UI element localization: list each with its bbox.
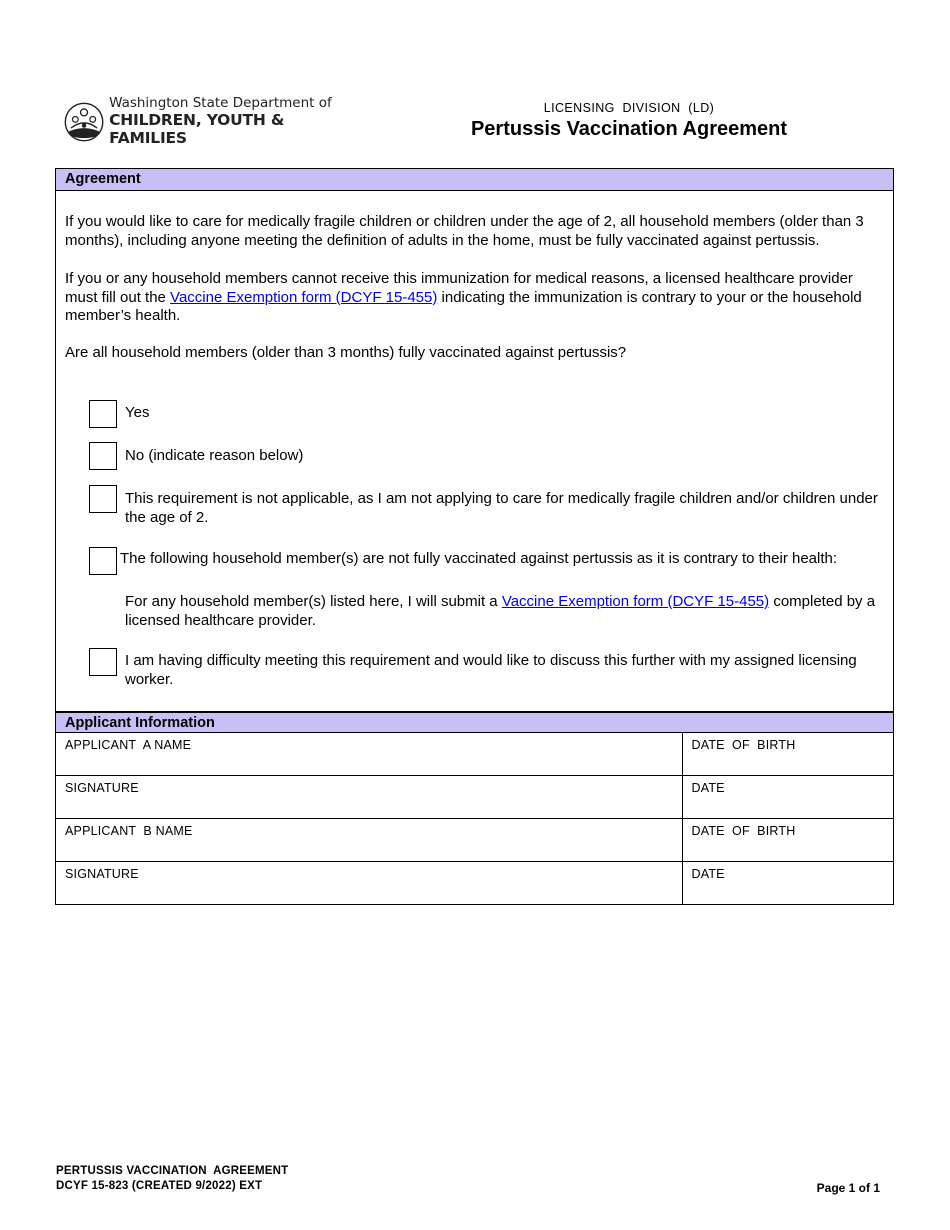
exemption-note-text-1: For any household member(s) listed here, I will submit a — [125, 593, 502, 610]
table-row — [56, 733, 893, 775]
vaccination-question: Are all household members (older than 3 months) fully vaccinated against pertussis? — [65, 344, 627, 361]
applicant-b-name-field[interactable] — [56, 818, 682, 861]
applicant-a-signature-field[interactable] — [56, 775, 682, 818]
not-applicable-checkbox[interactable] — [89, 485, 117, 513]
vaccine-exemption-form-link[interactable]: Vaccine Exemption form (DCYF 15-455) — [170, 288, 438, 306]
footer-form-info — [56, 1164, 288, 1194]
dcyf-logo-icon — [64, 99, 104, 145]
table-row — [56, 775, 893, 818]
exemption-paragraph — [65, 270, 885, 326]
exemption-paragraph-text-2: indicating the immunization is contrary to your or the household member’s health. — [65, 288, 862, 324]
logo-line-1: Washington State Department of — [109, 95, 332, 112]
table-row — [56, 818, 893, 861]
applicant-b-name-label: APPLICANT B NAME — [65, 823, 193, 838]
applicant-section-header: Applicant Information — [56, 711, 893, 733]
applicant-a-date-field[interactable] — [682, 775, 893, 818]
yes-option-label: Yes — [125, 404, 150, 421]
requirement-paragraph: If you would like to care for medically fragile children or children under the age of 2, all household members (older than 3 months), including anyone meeting the definition of adults in the home, must be fully vaccinated against pertussis. — [65, 213, 864, 249]
applicant-table — [56, 733, 893, 904]
applicant-b-date-field[interactable] — [682, 861, 893, 904]
applicant-a-signature-label: SIGNATURE — [65, 780, 139, 795]
exemption-paragraph-text-1: If you or any household members cannot receive this immunization for medical reasons, a licensed healthcare provider must fill out the — [65, 270, 853, 306]
division-label: LICENSING DIVISION (LD) — [543, 101, 715, 115]
no-option-label: No (indicate reason below) — [125, 447, 304, 464]
vaccine-exemption-form-link-2[interactable]: Vaccine Exemption form (DCYF 15-455) — [501, 593, 770, 610]
yes-checkbox[interactable] — [89, 400, 117, 428]
no-checkbox[interactable] — [89, 442, 117, 470]
not-vaccinated-checkbox[interactable] — [89, 547, 117, 575]
logo-line-2: CHILDREN, YOUTH & FAMILIES — [109, 110, 285, 147]
agreement-section-header: Agreement — [56, 169, 893, 191]
difficulty-checkbox[interactable] — [89, 648, 117, 676]
applicant-b-dob-label: DATE OF BIRTH — [691, 823, 796, 838]
agreement-form — [55, 168, 894, 905]
exemption-note-text-2: completed by a licensed healthcare provider. — [125, 593, 876, 629]
footer-form-title: PERTUSSIS VACCINATION AGREEMENT — [56, 1165, 289, 1177]
dcyf-logo — [64, 97, 334, 147]
agreement-section-body — [56, 191, 893, 711]
applicant-a-dob-field[interactable] — [682, 733, 893, 775]
table-row — [56, 861, 893, 904]
exemption-note — [125, 593, 885, 630]
applicant-b-date-label: DATE — [691, 866, 725, 881]
applicant-b-signature-field[interactable] — [56, 861, 682, 904]
footer-form-number: DCYF 15-823 (CREATED 9/2022) EXT — [56, 1180, 263, 1192]
page-title: Pertussis Vaccination Agreement — [470, 118, 788, 140]
applicant-b-dob-field[interactable] — [682, 818, 893, 861]
not-applicable-option-label: This requirement is not applicable, as I am not applying to care for medically fragile children and/or children under the age of 2. — [125, 490, 878, 526]
applicant-a-date-label: DATE — [691, 780, 725, 795]
difficulty-option-label: I am having difficulty meeting this requirement and would like to discuss this further with my assigned licensing worker. — [125, 652, 857, 688]
footer-page-number: Page 1 of 1 — [816, 1181, 880, 1195]
applicant-b-signature-label: SIGNATURE — [65, 866, 139, 881]
applicant-a-name-label: APPLICANT A NAME — [65, 738, 192, 752]
applicant-a-dob-label: DATE OF BIRTH — [691, 738, 796, 752]
not-vaccinated-option-label: The following household member(s) are not fully vaccinated against pertussis as it is contrary to their health: — [120, 550, 838, 567]
applicant-a-name-field[interactable] — [56, 733, 682, 775]
